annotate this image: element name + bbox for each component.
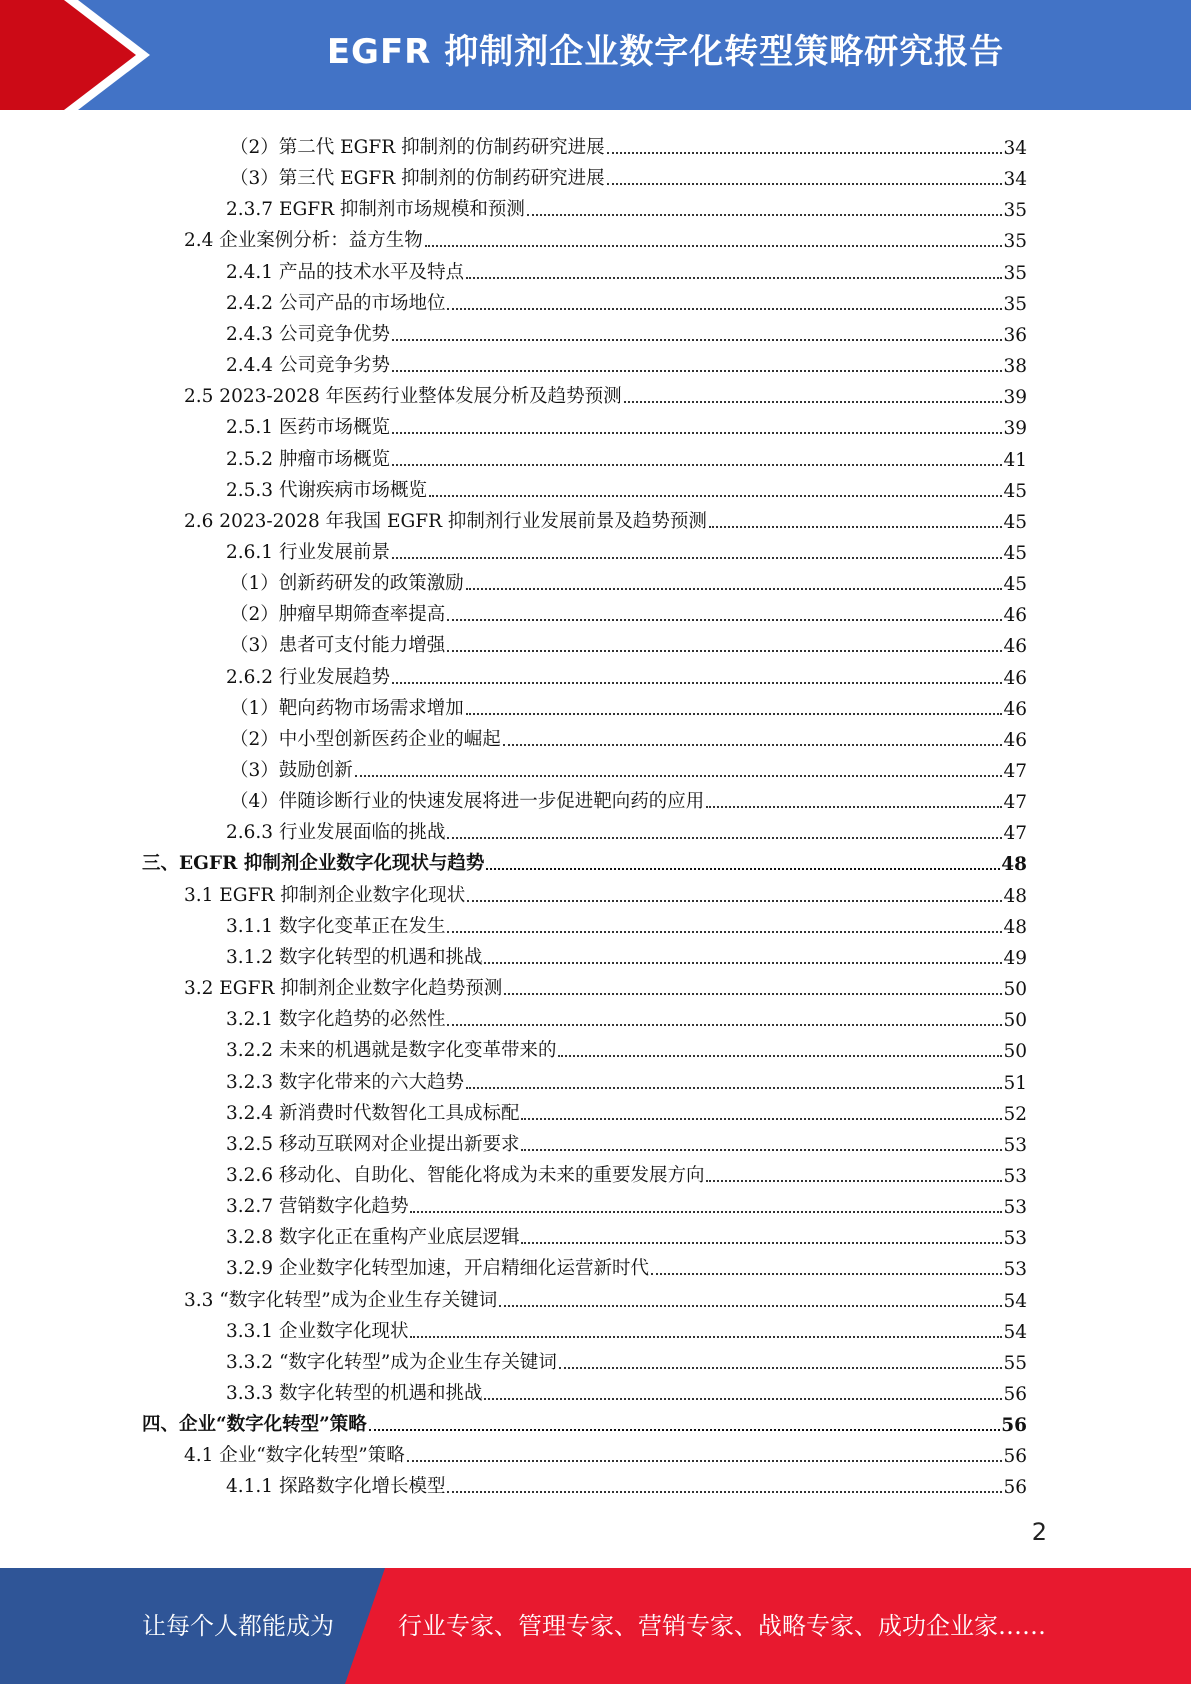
toc-leader-dots xyxy=(447,1024,1002,1026)
toc-entry-label: 3.2.1 数字化趋势的必然性 xyxy=(226,1009,446,1031)
toc-entry[interactable] xyxy=(226,471,1027,502)
toc-entry-label: （3）患者可支付能力增强 xyxy=(230,635,446,657)
toc-leader-dots xyxy=(369,1429,1000,1431)
toc-entry-label: 3.2.2 未来的机遇就是数字化变革带来的 xyxy=(226,1040,557,1062)
toc-leader-dots xyxy=(486,868,1000,870)
toc-entry-label: （2）第二代 EGFR 抑制剂的仿制药研究进展 xyxy=(230,137,605,158)
toc-entry-label: 2.3.7 EGFR 抑制剂市场规模和预测 xyxy=(226,199,525,221)
toc-leader-dots xyxy=(503,744,1003,746)
toc-leader-dots xyxy=(447,931,1002,933)
toc-entry-page: 46 xyxy=(1003,729,1027,751)
toc-entry-label: 3.3 “数字化转型”成为企业生存关键词 xyxy=(184,1289,498,1311)
toc-leader-dots xyxy=(392,432,1002,434)
toc-entry-label: 2.4.1 产品的技术水平及特点 xyxy=(226,261,464,283)
toc-entry-label: （4）伴随诊断行业的快速发展将进一步促进靶向药的应用 xyxy=(230,791,705,813)
toc-leader-dots xyxy=(651,1273,1002,1275)
toc-entry-label: 3.1.1 数字化变革正在发生 xyxy=(226,915,446,937)
toc-entry[interactable] xyxy=(226,408,1027,439)
toc-entry-label: 3.2.5 移动互联网对企业提出新要求 xyxy=(226,1133,520,1155)
toc-leader-dots xyxy=(392,464,1002,466)
toc-entry-page: 55 xyxy=(1003,1352,1027,1374)
toc-entry-label: （1）靶向药物市场需求增加 xyxy=(230,697,464,719)
toc-entry-label: 2.5.1 医药市场概览 xyxy=(226,417,390,439)
toc-entry-page: 50 xyxy=(1003,979,1027,1001)
toc-entry-label: 四、企业“数字化转型”策略 xyxy=(142,1414,367,1436)
toc-leader-dots xyxy=(527,214,1003,216)
toc-leader-dots xyxy=(392,557,1002,559)
toc-leader-dots xyxy=(558,1055,1002,1057)
toc-entry[interactable] xyxy=(226,1000,1027,1031)
toc-leader-dots xyxy=(607,183,1003,185)
toc-entry-page: 38 xyxy=(1003,356,1027,378)
toc-entry-page: 53 xyxy=(1003,1259,1027,1281)
toc-entry[interactable] xyxy=(230,626,1027,657)
page-number: 2 xyxy=(1031,1518,1047,1546)
toc-entry-label: （2）肿瘤早期筛查率提高 xyxy=(230,604,446,626)
toc-entry[interactable] xyxy=(230,720,1027,751)
toc-entry-page: 49 xyxy=(1003,947,1027,969)
toc-entry[interactable] xyxy=(230,595,1027,626)
toc-entry-page: 46 xyxy=(1003,667,1027,689)
toc-entry-page: 39 xyxy=(1003,387,1027,409)
toc-entry-page: 46 xyxy=(1003,698,1027,720)
toc-leader-dots xyxy=(447,650,1002,652)
toc-entry[interactable] xyxy=(226,284,1027,315)
toc-entry-page: 45 xyxy=(1003,511,1027,533)
toc-entry-label: 3.3.3 数字化转型的机遇和挑战 xyxy=(226,1383,483,1404)
toc-leader-dots xyxy=(521,1242,1002,1244)
toc-entry-label: 2.4 企业案例分析：益方生物 xyxy=(184,230,423,252)
toc-leader-dots xyxy=(466,277,1002,279)
toc-entry[interactable] xyxy=(226,190,1027,221)
toc-leader-dots xyxy=(521,1118,1002,1120)
toc-entry-label: 3.2.3 数字化带来的六大趋势 xyxy=(226,1071,464,1093)
red-chevron-icon xyxy=(0,0,160,110)
toc-entry[interactable] xyxy=(226,1374,1027,1405)
toc-entry-label: （3）第三代 EGFR 抑制剂的仿制药研究进展 xyxy=(230,168,605,190)
toc-entry-page: 56 xyxy=(1003,1384,1027,1405)
toc-leader-dots xyxy=(484,1398,1002,1400)
toc-leader-dots xyxy=(407,1460,1003,1462)
toc-entry[interactable] xyxy=(226,1312,1027,1343)
toc-entry-page: 35 xyxy=(1003,231,1027,253)
toc-entry-label: 2.4.2 公司产品的市场地位 xyxy=(226,292,446,314)
toc-entry-label: （3）鼓励创新 xyxy=(230,760,353,781)
toc-entry[interactable] xyxy=(184,969,1027,1000)
toc-entry[interactable] xyxy=(226,1156,1027,1187)
toc-entry[interactable] xyxy=(226,346,1027,377)
toc-entry-label: 2.6.1 行业发展前景 xyxy=(226,541,390,563)
toc-entry-page: 35 xyxy=(1003,262,1027,284)
toc-entry[interactable] xyxy=(184,377,1027,408)
toc-leader-dots xyxy=(466,1087,1002,1089)
toc-entry[interactable] xyxy=(230,564,1027,595)
toc-leader-dots xyxy=(521,1149,1002,1151)
toc-leader-dots xyxy=(709,526,1003,528)
toc-entry-label: 3.1.2 数字化转型的机遇和挑战 xyxy=(226,946,483,968)
toc-leader-dots xyxy=(706,806,1002,808)
toc-entry-label: 4.1.1 探路数字化增长模型 xyxy=(226,1476,446,1498)
toc-leader-dots xyxy=(447,308,1002,310)
toc-entry-page: 53 xyxy=(1003,1197,1027,1219)
toc-entry-page: 47 xyxy=(1003,792,1027,814)
toc-entry-label: 3.2.7 营销数字化趋势 xyxy=(226,1196,409,1218)
toc-entry-page: 46 xyxy=(1003,636,1027,658)
toc-entry[interactable] xyxy=(226,1467,1027,1498)
toc-leader-dots xyxy=(484,962,1002,964)
toc-entry-page: 45 xyxy=(1003,574,1027,596)
toc-entry[interactable] xyxy=(230,159,1027,190)
toc-leader-dots xyxy=(607,152,1003,154)
toc-entry[interactable] xyxy=(226,1249,1027,1280)
toc-entry[interactable] xyxy=(226,1218,1027,1249)
toc-entry-page: 35 xyxy=(1003,293,1027,315)
toc-entry-label: 3.2.9 企业数字化转型加速，开启精细化运营新时代 xyxy=(226,1258,649,1280)
toc-entry-page: 51 xyxy=(1003,1072,1027,1094)
toc-entry-page: 52 xyxy=(1003,1103,1027,1125)
toc-leader-dots xyxy=(392,339,1002,341)
toc-entry[interactable] xyxy=(226,1125,1027,1156)
toc-entry-page: 48 xyxy=(1003,885,1027,907)
toc-leader-dots xyxy=(467,900,1002,902)
toc-entry[interactable] xyxy=(184,221,1027,252)
toc-leader-dots xyxy=(706,1180,1002,1182)
page-footer xyxy=(0,1568,1191,1684)
toc-entry-page: 45 xyxy=(1003,542,1027,564)
toc-entry-page: 50 xyxy=(1003,1041,1027,1063)
toc-leader-dots xyxy=(447,1491,1002,1493)
toc-entry-page: 53 xyxy=(1003,1228,1027,1250)
toc-entry[interactable] xyxy=(142,844,1027,875)
toc-leader-dots xyxy=(392,370,1002,372)
toc-entry-label: 3.3.2 “数字化转型”成为企业生存关键词 xyxy=(226,1351,557,1373)
toc-entry[interactable] xyxy=(226,1094,1027,1125)
toc-entry-label: 3.3.1 企业数字化现状 xyxy=(226,1320,409,1342)
toc-entry[interactable] xyxy=(226,533,1027,564)
toc-entry-page: 41 xyxy=(1003,449,1027,471)
toc-entry-page: 56 xyxy=(1001,1415,1027,1437)
toc-entry-label: 2.5 2023-2028 年医药行业整体发展分析及趋势预测 xyxy=(184,386,622,408)
toc-entry-page: 54 xyxy=(1003,1321,1027,1343)
toc-leader-dots xyxy=(410,1336,1002,1338)
toc-entry-page: 47 xyxy=(1003,761,1027,782)
toc-entry[interactable] xyxy=(230,782,1027,813)
toc-entry-label: 2.4.3 公司竞争优势 xyxy=(226,323,390,345)
toc-entry[interactable] xyxy=(226,813,1027,844)
toc-entry[interactable] xyxy=(142,1405,1027,1436)
toc-entry[interactable] xyxy=(226,1031,1027,1062)
toc-entry[interactable] xyxy=(184,502,1027,533)
toc-leader-dots xyxy=(559,1367,1003,1369)
toc-entry[interactable] xyxy=(226,315,1027,346)
toc-entry-label: （2）中小型创新医药企业的崛起 xyxy=(230,728,501,750)
toc-entry[interactable] xyxy=(226,1063,1027,1094)
toc-entry-page: 48 xyxy=(1001,854,1027,876)
toc-leader-dots xyxy=(504,993,1002,995)
toc-entry[interactable] xyxy=(226,907,1027,938)
toc-entry[interactable] xyxy=(226,1343,1027,1374)
toc-entry-page: 56 xyxy=(1003,1477,1027,1499)
toc-leader-dots xyxy=(425,245,1003,247)
toc-entry-label: 2.6 2023-2028 年我国 EGFR 抑制剂行业发展前景及趋势预测 xyxy=(184,510,707,532)
toc-leader-dots xyxy=(429,495,1002,497)
toc-entry[interactable] xyxy=(226,938,1027,969)
footer-slogan-left: 让每个人都能成为 xyxy=(142,1612,334,1640)
toc-entry-page: 36 xyxy=(1003,324,1027,346)
toc-entry[interactable] xyxy=(184,1436,1027,1467)
toc-entry-page: 45 xyxy=(1003,480,1027,502)
toc-entry-label: 2.6.3 行业发展面临的挑战 xyxy=(226,822,446,844)
toc-entry-page: 34 xyxy=(1003,138,1027,159)
toc-leader-dots xyxy=(499,1305,1002,1307)
toc-entry-page: 47 xyxy=(1003,823,1027,845)
toc-entry[interactable] xyxy=(184,1281,1027,1312)
toc-leader-dots xyxy=(466,588,1003,590)
toc-entry[interactable] xyxy=(226,1187,1027,1218)
toc-entry-page: 34 xyxy=(1003,169,1027,191)
toc-entry[interactable] xyxy=(230,751,1027,782)
toc-entry-label: 3.1 EGFR 抑制剂企业数字化现状 xyxy=(184,884,466,906)
toc-entry-page: 54 xyxy=(1003,1290,1027,1312)
toc-entry-page: 56 xyxy=(1003,1446,1027,1468)
toc-entry-label: 三、EGFR 抑制剂企业数字化现状与趋势 xyxy=(142,853,485,875)
toc-entry-label: 2.5.2 肿瘤市场概览 xyxy=(226,448,390,470)
toc-entry[interactable] xyxy=(226,440,1027,471)
toc-entry-label: 2.5.3 代谢疾病市场概览 xyxy=(226,479,427,501)
toc-entry-page: 46 xyxy=(1003,605,1027,627)
toc-entry-page: 53 xyxy=(1003,1134,1027,1156)
toc-entry[interactable] xyxy=(226,658,1027,689)
toc-entry[interactable] xyxy=(184,876,1027,907)
footer-slogan-right: 行业专家、管理专家、营销专家、战略专家、成功企业家…… xyxy=(398,1612,1046,1640)
toc-entry-page: 48 xyxy=(1003,916,1027,938)
toc-entry-label: 3.2.4 新消费时代数智化工具成标配 xyxy=(226,1102,520,1124)
toc-entry-page: 50 xyxy=(1003,1010,1027,1032)
toc-leader-dots xyxy=(624,401,1003,403)
toc-leader-dots xyxy=(447,837,1002,839)
toc-entry[interactable] xyxy=(226,253,1027,284)
toc-entry-label: 3.2 EGFR 抑制剂企业数字化趋势预测 xyxy=(184,978,503,1000)
toc-leader-dots xyxy=(447,619,1002,621)
toc-entry-page: 53 xyxy=(1003,1165,1027,1187)
toc-leader-dots xyxy=(410,1211,1002,1213)
toc-entry-label: 2.6.2 行业发展趋势 xyxy=(226,666,390,688)
toc-entry-label: 4.1 企业“数字化转型”策略 xyxy=(184,1445,405,1467)
report-title: EGFR 抑制剂企业数字化转型策略研究报告 xyxy=(326,32,1005,72)
toc-leader-dots xyxy=(392,682,1002,684)
toc-leader-dots xyxy=(355,775,1003,777)
toc-entry[interactable] xyxy=(230,128,1027,159)
toc-entry-label: 2.4.4 公司竞争劣势 xyxy=(226,355,390,377)
toc-entry-label: 3.2.6 移动化、自助化、智能化将成为未来的重要发展方向 xyxy=(226,1164,705,1186)
toc-entry-page: 39 xyxy=(1003,418,1027,440)
toc-entry-page: 35 xyxy=(1003,200,1027,222)
toc-entry[interactable] xyxy=(230,689,1027,720)
page-header xyxy=(0,0,1191,110)
toc-leader-dots xyxy=(466,713,1003,715)
toc-entry-label: （1）创新药研发的政策激励 xyxy=(230,573,464,595)
toc-entry-label: 3.2.8 数字化正在重构产业底层逻辑 xyxy=(226,1227,520,1249)
